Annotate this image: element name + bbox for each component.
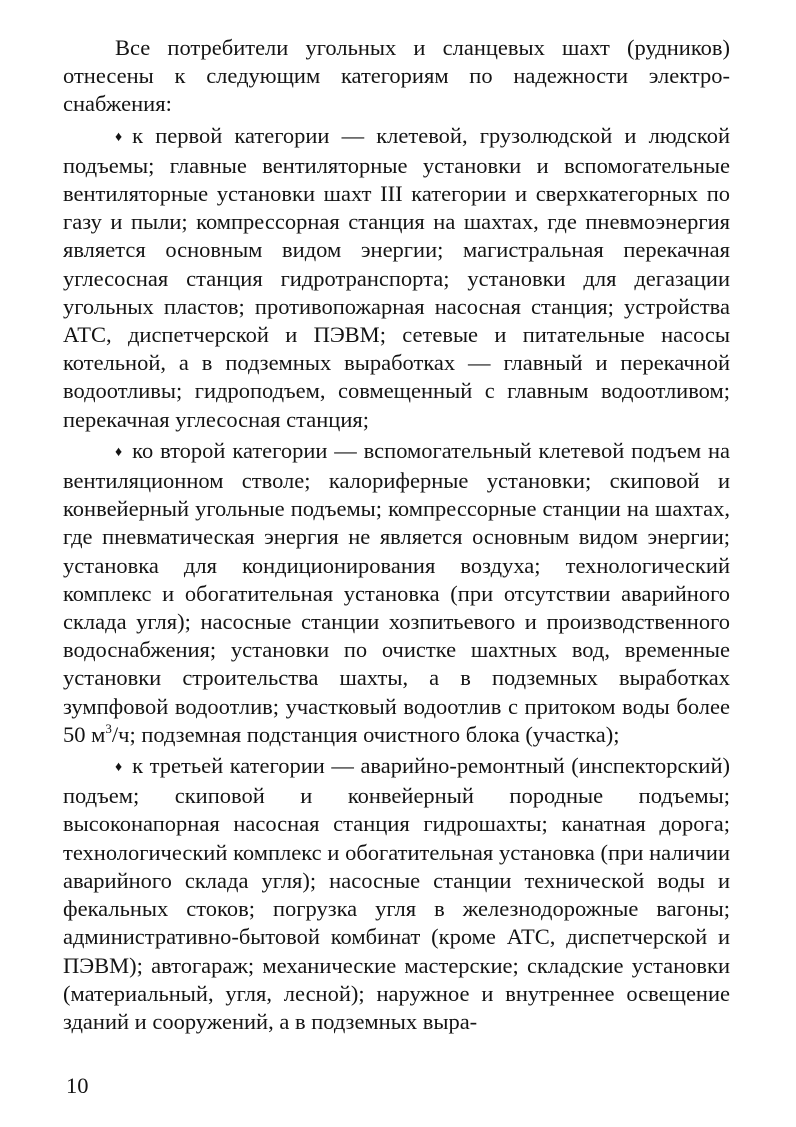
bullet-diamond-icon: ♦ <box>115 444 123 460</box>
cubic-superscript: 3 <box>105 720 112 736</box>
bullet-diamond-icon: ♦ <box>115 129 123 145</box>
third-category-paragraph <box>63 752 730 1036</box>
page-number: 10 <box>66 1073 89 1098</box>
second-category-text: ко второй категории — вспомогательный клетевой подъем на вентиляционном стволе; калориферные установки; скиповой и конвейерный угольные подъемы; компрессорные станции на шахтах, где пневматическая энергия не является основным видом энергии; установка для кондиционирования воздуха; технологический комплекс и обогатительная установка (при отсутствии аварийного склада угля); насосные станции хозпитьевого и производственного водоснабжения; установки по очистке шахтных вод, временные установки строительства шахты, а в подземных выработках зумпфовой водоотлив; участковый водоотлив с притоком воды более 50 м <box>63 437 730 747</box>
first-category-paragraph <box>63 122 730 434</box>
bullet-diamond-icon: ♦ <box>115 760 123 776</box>
first-category-text: к первой категории — клетевой, грузолюдской и людской подъемы; главные вентиляторные установки и вспомогательные вентиляторные установки шахт III категории и сверхкатегорных по газу и пыли; компрессорная станция на шахтах, где пневмоэнергия является основным видом энергии; магистральная перекачная углесосная станция гидротранспорта; установки для дегазации угольных пластов; противопожарная насосная станция; устройства АТС, диспетчерской и ПЭВМ; сетевые и питательные насосы котельной, а в подземных выработках — главный и перекачной водоотливы; гидроподъем, совмещенный с главным водоотливом; перекачная углесосная станция; <box>63 122 730 432</box>
second-category-paragraph <box>63 437 730 749</box>
intro-text: Все потребители угольных и сланцевых шахт (рудников) отнесены к следующим категориям по надежности электроснабжения: <box>63 35 730 117</box>
document-page <box>63 34 730 1036</box>
third-category-text: к третьей категории — аварийно-ремонтный (инспекторский) подъем; скиповой и конвейерный породные подъемы; высоконапорная насосная станция гидрошахты; канатная дорога; технологический комплекс и обогатительная установка (при наличии аварийного склада угля); насосные станции технической воды и фекальных стоков; погрузка угля в железнодорожные вагоны; административно-бытовой комбинат (кроме АТС, диспетчерской и ПЭВМ); автогараж; механические мастерские; складские установки (материальный, угля, лесной); наружное и внутреннее освещение зданий и сооружений, а в подземных выра- <box>63 753 730 1034</box>
second-category-text-end: /ч; подземная подстанция очистного блока (участка); <box>111 721 620 747</box>
intro-paragraph <box>63 34 730 119</box>
